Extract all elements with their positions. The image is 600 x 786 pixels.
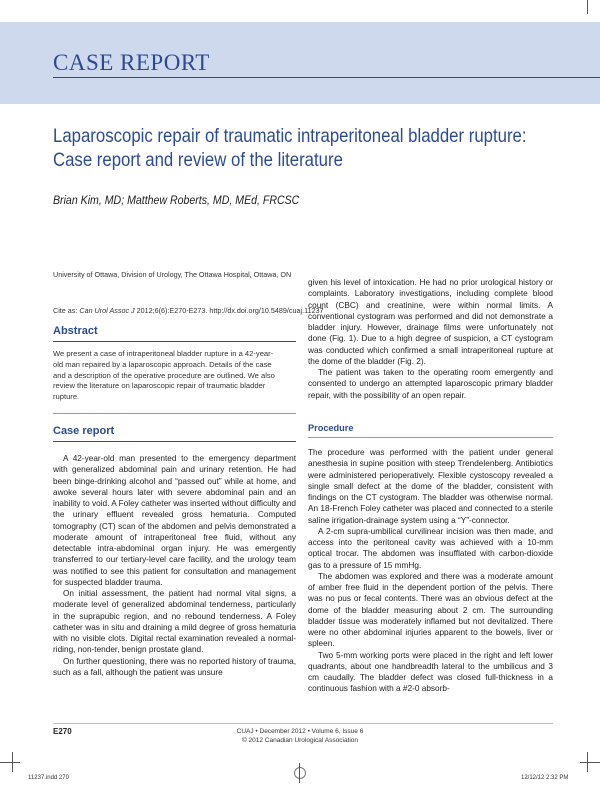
banner-label: CASE REPORT xyxy=(53,50,210,75)
affiliation: University of Ottawa, Division of Urology, The Ottawa Hospital, Ottawa, ON xyxy=(53,270,292,279)
citation xyxy=(53,306,324,315)
procedure-paragraph-1: The procedure was performed with the patient under general anesthesia in supine position with steep Trendelenberg. Antibiotics were administered perioperatively. Flexible cystoscopy revealed a single small defect at the dome of the bladder, consistent with findings on the CT cystogram. The bladder was otherwise normal. An 18-French Foley catheter was placed and connected to a sterile saline irrigation-drainage system using a “Y”-connector. xyxy=(308,448,553,525)
abstract-rule xyxy=(53,341,296,342)
crop-mark xyxy=(580,762,600,763)
title-line-2: Case report and review of the literature xyxy=(53,149,343,171)
case-report-heading: Case report xyxy=(53,425,115,437)
right-column-procedure xyxy=(308,447,553,695)
procedure-paragraph-4: Two 5-mm working ports were placed in the right and left lower quadrants, about one handbreadth lateral to the umbilicus and 3 cm caudally. The bladder defect was closed full-thickness in a continuous fashion with a #2-0 absorb- xyxy=(308,650,553,694)
banner-rule xyxy=(53,77,600,78)
copyright-line: © 2012 Canadian Urological Association xyxy=(241,737,359,744)
right-paragraph-1: given his level of intoxication. He had no prior urological history or complaints. Laboratory investigations, including complete blood count (CBC) and creatinine, were within normal limits. A conventional cystogram was performed and did not demonstrate a bladder injury. However, drainage films were unfortunately not done (Fig. 1). Due to a high degree of suspicion, a CT cystogram was conducted which confirmed a small intraperitoneal rupture at the dome of the bladder (Fig. 2). xyxy=(308,278,553,366)
citation-prefix: Cite as: xyxy=(53,306,80,315)
page-number: E270 xyxy=(53,727,72,736)
procedure-paragraph-2: A 2-cm supra-umbilical curvilinear incision was then made, and access into the peritoneal cavity was achieved with a 10-mm optical trocar. The abdomen was insufflated with carbon-dioxide gas to a pressure of 15 mmHg. xyxy=(308,526,553,570)
article-title xyxy=(53,124,552,172)
citation-rest: 2012;6(6):E270-E273. http://dx.doi.org/10.5489/cuaj.11237 xyxy=(134,306,324,315)
registration-mark-icon xyxy=(294,767,306,779)
authors: Brian Kim, MD; Matthew Roberts, MD, MEd, FRCSC xyxy=(53,195,300,207)
abstract-line: and a description of the operative procedure are outlined. We also xyxy=(53,370,275,380)
right-column-top xyxy=(308,277,553,401)
crop-mark xyxy=(587,0,588,14)
abstract-bottom-rule xyxy=(53,413,296,414)
right-paragraph-2: The patient was taken to the operating room emergently and consented to undergo an attempted laparoscopic primary bladder repair, with the possibility of an open repair. xyxy=(308,368,553,400)
abstract-heading: Abstract xyxy=(53,325,98,337)
case-paragraph-2: On initial assessment, the patient had normal vital signs, a moderate level of generalized abdominal tenderness, particularly in the suprapubic region, and no rebound tenderness. A Foley catheter was in situ and draining a mild degree of gross hematuria with no visible clots. Digital rectal examination revealed a normal-riding, non-tender, benign prostate gland. xyxy=(53,589,296,655)
footer-journal xyxy=(230,727,370,745)
abstract-line: old man repaired by a laparoscopic approach. Details of the case xyxy=(53,359,272,369)
case-paragraph-1: A 42-year-old man presented to the emergency department with generalized abdominal pain and urinary retention. He had been binge-drinking alcohol and “passed out” while at home, and awoke several hours later with severe abdominal pain and an inability to void. A Foley catheter was inserted without difficulty and the urinary effluent revealed gross hematuria. Computed tomography (CT) scan of the abdomen and pelvis demonstrated a moderate amount of intraperitoneal free fluid, without any detectable intra-abdominal organ injury. He was emergently transferred to our tertiary-level care facility, and the urology team was notified to see this patient for consultation and management for suspected bladder trauma. xyxy=(53,454,296,587)
slug-timestamp: 12/12/12 2:32 PM xyxy=(521,775,569,781)
abstract-line: We present a case of intraperitoneal bladder rupture in a 42-year- xyxy=(53,349,274,358)
abstract-line: rupture. xyxy=(53,392,80,402)
title-line-1: Laparoscopic repair of traumatic intraperitoneal bladder rupture: xyxy=(53,125,527,147)
registration-mark-line xyxy=(299,763,300,783)
crop-mark xyxy=(0,762,20,763)
case-paragraph-3: On further questioning, there was no reported history of trauma, such as a fall, although the patient was unsure xyxy=(53,656,296,677)
footer-rule xyxy=(53,723,553,724)
slug-file: 11237.indd 270 xyxy=(28,775,69,781)
left-column-body xyxy=(53,453,296,678)
case-report-rule xyxy=(53,441,296,442)
procedure-paragraph-3: The abdomen was explored and there was a moderate amount of amber free fluid in the dependent portion of the pelvis. There was no pus or fecal contents. There was an obvious defect at the dome of the bladder measuring about 2 cm. The surrounding bladder tissue was moderately inflamed but not devitalized. There were no other abdominal injuries apparent to the bowels, liver or spleen. xyxy=(308,571,553,649)
abstract-text xyxy=(53,349,296,403)
journal-line: CUAJ • December 2012 • Volume 6, Issue 6 xyxy=(236,728,364,735)
citation-journal: Can Urol Assoc J xyxy=(79,306,135,315)
procedure-heading: Procedure xyxy=(308,423,354,433)
procedure-rule xyxy=(308,437,553,438)
abstract-line: review the literature on laparoscopic repair of traumatic bladder xyxy=(53,381,266,391)
